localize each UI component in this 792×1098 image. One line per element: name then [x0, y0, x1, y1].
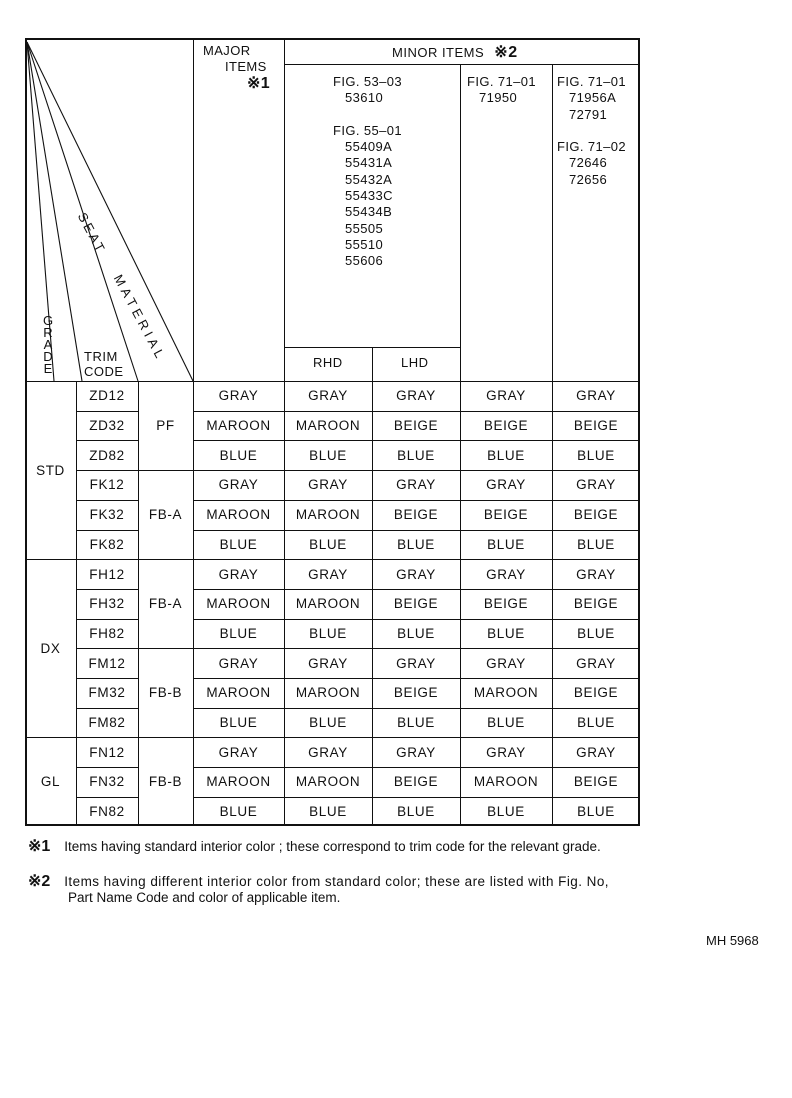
material-label: MATERIAL: [110, 272, 170, 364]
color-cell-lhd: GRAY: [396, 388, 436, 404]
trim-code-cell: FN32: [89, 774, 125, 790]
rhd-lhd-divider: [284, 347, 460, 348]
note-2-text: Items having different interior color from standard color; these are listed with Fig. No,: [64, 874, 609, 889]
color-cell-major: MAROON: [206, 774, 271, 790]
color-cell-lhd: GRAY: [396, 477, 436, 493]
color-cell-lhd: GRAY: [396, 566, 436, 582]
color-cell-lhd: BLUE: [397, 804, 435, 820]
color-cell-major: GRAY: [218, 744, 259, 760]
color-cell-rhd: MAROON: [295, 685, 361, 701]
major-label: [203, 43, 270, 92]
color-cell-lhd: BEIGE: [393, 774, 439, 790]
color-cell-c4: GRAY: [576, 477, 616, 493]
color-cell-major: GRAY: [218, 566, 259, 582]
trim-code-cell: FH12: [89, 566, 125, 582]
color-cell-c3: GRAY: [486, 388, 526, 404]
trim-code-cell: FK32: [89, 507, 125, 523]
color-cell-rhd: GRAY: [308, 566, 348, 582]
minor-ref-line: 55505: [345, 220, 384, 236]
color-cell-c4: BLUE: [577, 536, 615, 552]
color-cell-lhd: BLUE: [397, 447, 435, 463]
color-cell-lhd: BEIGE: [393, 596, 439, 612]
minor-ref-line: 55433C: [345, 188, 393, 204]
color-cell-c3: MAROON: [473, 685, 539, 701]
minor-ref-line: [557, 123, 626, 139]
color-cell-c3: BEIGE: [483, 596, 529, 612]
note-1: [28, 836, 601, 856]
color-cell-c3: BLUE: [487, 536, 525, 552]
trim-code-cell: ZD12: [89, 388, 125, 404]
color-cell-major: BLUE: [219, 447, 258, 463]
note-2: [28, 871, 609, 891]
color-cell-c3: BEIGE: [483, 507, 529, 523]
trim-code-label: [84, 349, 124, 379]
color-cell-c4: BLUE: [577, 447, 615, 463]
seat-material-cell: FB-A: [148, 596, 183, 612]
minor-ref-line: FIG. 71–01: [467, 74, 537, 89]
lhd-label: LHD: [401, 355, 429, 370]
trim-code-cell: FN82: [89, 804, 125, 820]
grade-cell: DX: [40, 640, 61, 656]
minor-ref-line: [333, 107, 402, 123]
minor-header-divider: [284, 64, 640, 65]
color-cell-major: BLUE: [219, 536, 258, 552]
trim-code-cell: FM82: [88, 715, 126, 731]
trim-code-cell: FK82: [89, 536, 125, 552]
color-cell-c3: BLUE: [487, 804, 525, 820]
color-cell-c4: GRAY: [576, 744, 616, 760]
color-cell-rhd: BLUE: [309, 715, 347, 731]
color-cell-lhd: BEIGE: [393, 418, 439, 434]
color-cell-c4: BLUE: [577, 625, 615, 641]
major-ref: ※1: [247, 74, 271, 92]
color-cell-major: GRAY: [218, 655, 259, 671]
note-2-mark: ※2: [28, 873, 51, 890]
major-line1: MAJOR: [203, 43, 251, 58]
seat-material-cell: FB-B: [148, 685, 183, 701]
major-line2: ITEMS: [225, 59, 267, 75]
minor-ref-line: 71950: [479, 90, 518, 106]
seat-material-cell: FB-B: [148, 774, 183, 790]
color-cell-rhd: BLUE: [309, 447, 347, 463]
color-cell-c3: GRAY: [486, 655, 526, 671]
color-cell-rhd: GRAY: [308, 477, 348, 493]
color-cell-c3: GRAY: [486, 477, 526, 493]
color-cell-rhd: BLUE: [309, 625, 347, 641]
color-cell-major: MAROON: [206, 507, 271, 523]
trim-code-cell: ZD32: [89, 418, 125, 434]
grade-cell: STD: [36, 462, 65, 478]
color-cell-rhd: MAROON: [295, 418, 361, 434]
seat-material-cell: FB-A: [148, 507, 183, 523]
minor-ref-line: FIG. 53–03: [333, 74, 403, 89]
seat-material-cell: PF: [156, 418, 175, 434]
note-2-text-cont: Part Name Code and color of applicable item.: [68, 890, 341, 905]
minor-ref-line: 72791: [569, 106, 608, 122]
minor-ref-line: 55431A: [345, 155, 393, 171]
color-cell-rhd: GRAY: [308, 655, 348, 671]
color-cell-lhd: GRAY: [396, 744, 436, 760]
minor-ref-line: 53610: [345, 90, 384, 106]
color-cell-major: BLUE: [219, 715, 258, 731]
minor-ref-line: FIG. 71–01: [557, 74, 627, 89]
color-cell-c4: GRAY: [576, 388, 616, 404]
color-cell-c3: GRAY: [486, 566, 526, 582]
grade-label: G R A D E: [42, 313, 54, 376]
minor-col2-refs: [467, 74, 536, 107]
document-code: MH 5968: [706, 933, 759, 948]
color-cell-rhd: BLUE: [309, 804, 347, 820]
trim-code-cell: FM12: [88, 655, 126, 671]
color-cell-lhd: GRAY: [396, 655, 436, 671]
minor-ref-line: FIG. 55–01: [333, 122, 403, 138]
minor-ref-line: 72646: [569, 155, 608, 171]
minor-col3-refs: [557, 74, 626, 188]
trim-code-cell: FM32: [88, 685, 126, 701]
color-cell-c4: BLUE: [577, 804, 615, 820]
minor-ref-line: 55409A: [345, 139, 393, 155]
trim-code-cell: FN12: [89, 744, 125, 760]
rhd-label: RHD: [313, 355, 343, 370]
minor-ref-line: 72656: [569, 171, 608, 187]
color-cell-c4: GRAY: [576, 655, 616, 671]
trim-code-cell: FH32: [89, 596, 125, 612]
color-cell-lhd: BEIGE: [393, 507, 439, 523]
color-cell-c3: MAROON: [473, 774, 539, 790]
color-cell-rhd: GRAY: [308, 744, 348, 760]
minor-label: [392, 42, 518, 62]
color-cell-lhd: BLUE: [397, 715, 435, 731]
trim-label-2: CODE: [84, 364, 124, 379]
color-cell-major: MAROON: [206, 685, 271, 701]
color-cell-c3: BLUE: [487, 625, 525, 641]
color-cell-c4: BEIGE: [573, 596, 619, 612]
minor-ref-line: 55510: [345, 236, 384, 252]
minor-ref-line: FIG. 71–02: [557, 139, 627, 155]
color-cell-rhd: MAROON: [295, 774, 361, 790]
color-cell-c3: BLUE: [487, 715, 525, 731]
color-cell-major: GRAY: [218, 388, 259, 404]
seat-label: SEAT: [74, 210, 110, 257]
color-cell-c4: GRAY: [576, 566, 616, 582]
color-cell-major: GRAY: [218, 477, 259, 493]
minor-ref-line: 55434B: [345, 204, 393, 220]
trim-code-cell: ZD82: [89, 447, 125, 463]
color-cell-c4: BLUE: [577, 715, 615, 731]
minor-title: MINOR ITEMS: [392, 45, 485, 60]
color-cell-c4: BEIGE: [573, 685, 619, 701]
color-cell-rhd: MAROON: [295, 507, 361, 523]
minor-col1-refs: [333, 74, 402, 270]
color-cell-major: BLUE: [219, 625, 258, 641]
color-cell-c4: BEIGE: [573, 418, 619, 434]
color-cell-lhd: BEIGE: [393, 685, 439, 701]
color-cell-c3: GRAY: [486, 744, 526, 760]
note-1-mark: ※1: [28, 838, 51, 855]
color-cell-major: MAROON: [206, 418, 271, 434]
grade-cell: GL: [40, 774, 61, 790]
color-cell-c4: BEIGE: [573, 507, 619, 523]
color-cell-c3: BLUE: [487, 447, 525, 463]
minor-ref-line: 55432A: [345, 171, 393, 187]
color-cell-lhd: BLUE: [397, 625, 435, 641]
trim-code-cell: FK12: [89, 477, 125, 493]
trim-label-1: TRIM: [84, 349, 118, 364]
color-cell-major: MAROON: [206, 596, 271, 612]
minor-ref-line: 71956A: [569, 90, 617, 106]
color-cell-major: BLUE: [219, 804, 258, 820]
minor-ref: ※2: [494, 44, 518, 61]
color-cell-rhd: MAROON: [295, 596, 361, 612]
color-cell-lhd: BLUE: [397, 536, 435, 552]
color-cell-rhd: GRAY: [308, 388, 348, 404]
minor-ref-line: 55606: [345, 253, 384, 269]
note-1-text: Items having standard interior color ; these correspond to trim code for the relevant grade.: [64, 839, 601, 854]
color-cell-c4: BEIGE: [573, 774, 619, 790]
color-cell-c3: BEIGE: [483, 418, 529, 434]
color-cell-rhd: BLUE: [309, 536, 347, 552]
trim-code-cell: FH82: [89, 625, 125, 641]
